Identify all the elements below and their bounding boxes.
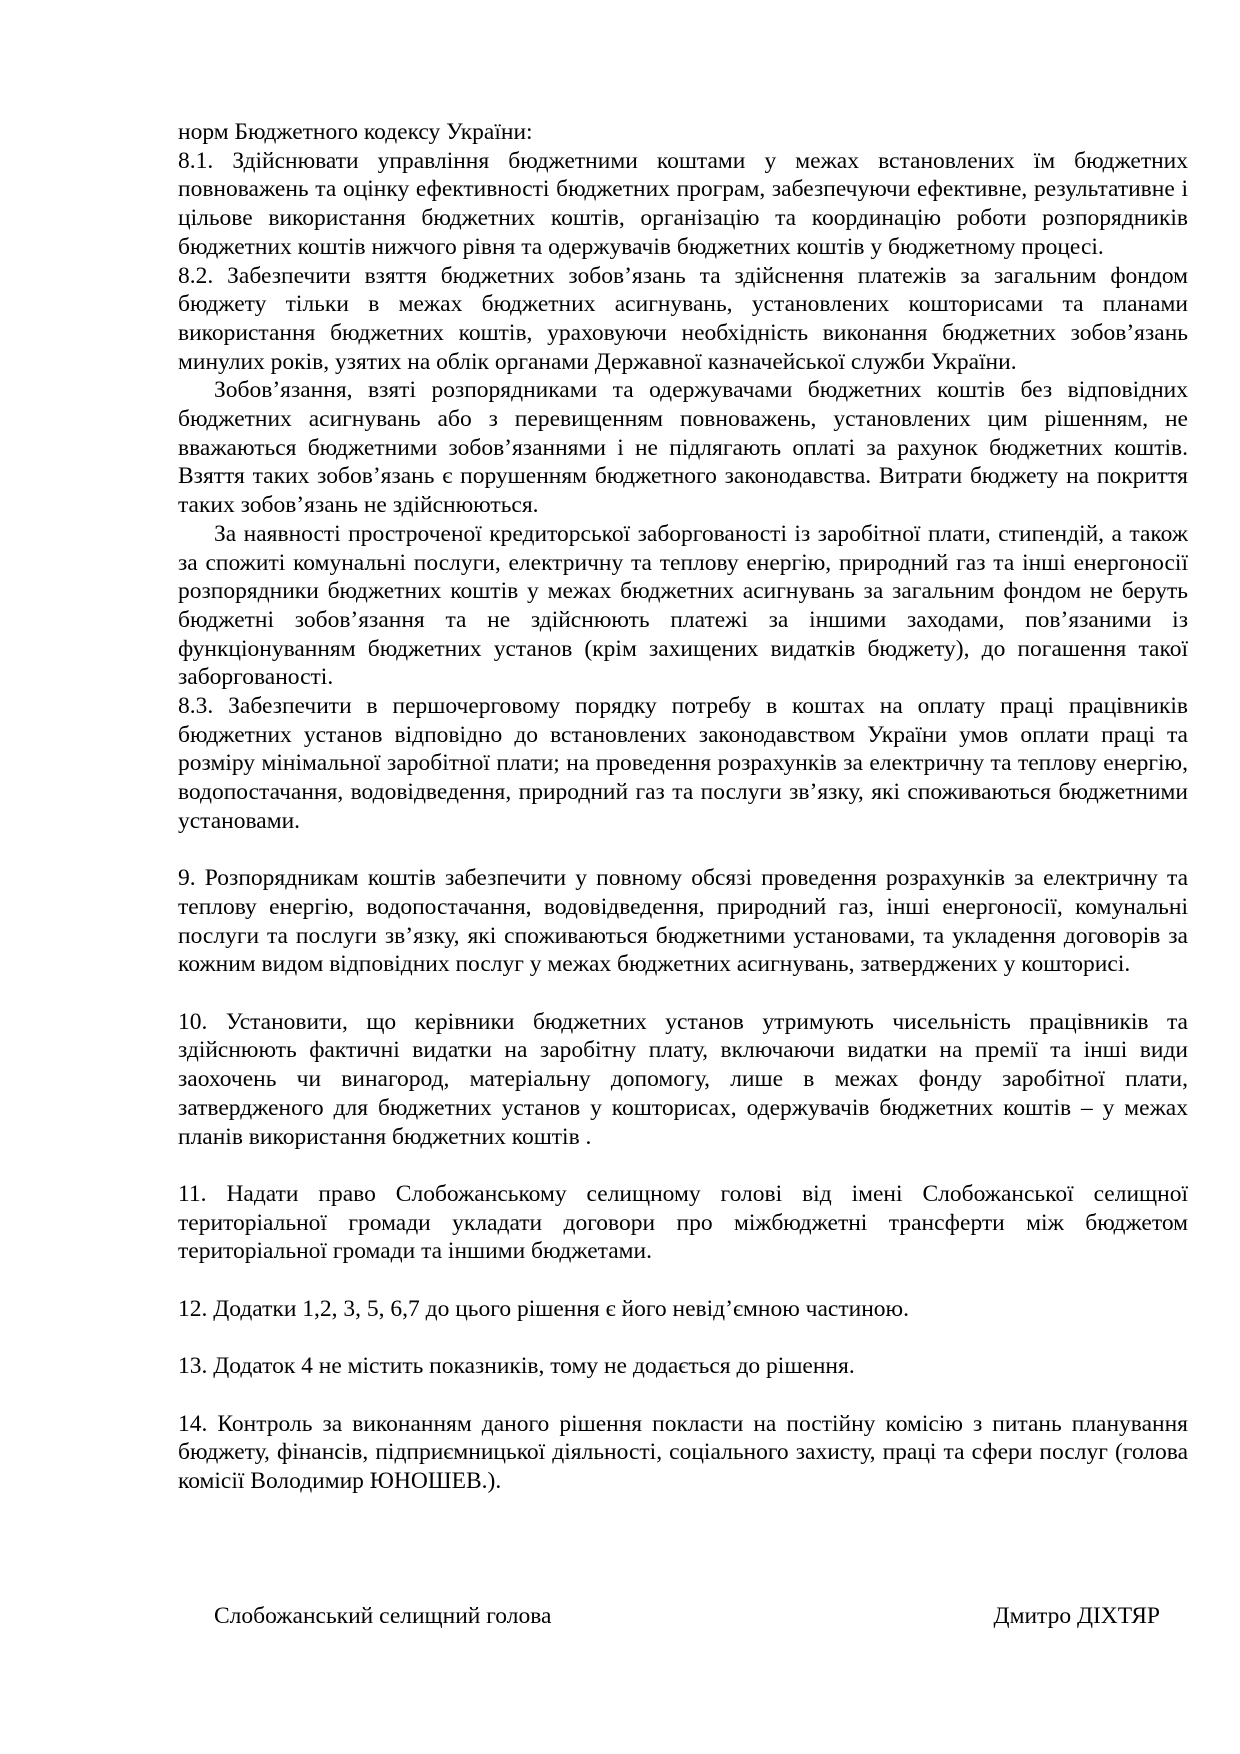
signature-block <box>214 1602 1160 1631</box>
paragraph-8-3: 8.3. Забезпечити в першочерговому порядку потребу в коштах на оплату праці працівників бюджетних установ відповідно до встановлених законодавством України умов оплати праці та розміру мінімальної заробітної плати; на проведення розрахунків за електричну та теплову енергію, водопостачання, водовідведення, природний газ та послуги зв’язку, які споживаються бюджетними установами. <box>178 693 1188 834</box>
signature-position: Слобожанський селищний голова <box>214 1603 552 1629</box>
paragraph-13: 13. Додаток 4 не містить показників, тому не додається до рішення. <box>178 1353 855 1380</box>
paragraph-obligations: Зобов’язання, взяті розпорядниками та одержувачами бюджетних коштів без відповідних бюджетних асигнувань або з перевищенням повноважень, установлених цим рішенням, не вважаються бюджетними зобов’язаннями і не підлягають оплаті за рахунок бюджетних коштів. Взяття таких зобов’язань є порушенням бюджетного законодавства. Витрати бюджету на покриття таких зобов’язань не здійснюються. <box>178 377 1188 519</box>
paragraph-9: 9. Розпорядникам коштів забезпечити у повному обсязі проведення розрахунків за електричну та теплову енергію, водопостачання, водовідведення, природний газ, інші енергоносії, комунальні послуги та послуги зв’язку, які споживаються бюджетними установами, та укладення договорів за кожним видом відповідних послуг у межах бюджетних асигнувань, затверджених у кошторисі. <box>178 865 1188 978</box>
paragraph-11: 11. Надати право Слобожанському селищному голові від імені Слобожанської селищної територіальної громади укладати договори про міжбюджетні трансферти між бюджетом територіальної громади та іншими бюджетами. <box>178 1180 1188 1265</box>
paragraph-8-2: 8.2. Забезпечити взяття бюджетних зобов’язань та здійснення платежів за загальним фондом бюджету тільки в межах бюджетних асигнувань, установлених кошторисами та планами використання бюджетних коштів, ураховуючи необхідність виконання бюджетних зобов’язань минулих років, узятих на облік органами Державної казначейської служби України. <box>178 262 1188 375</box>
paragraph-arrears: За наявності простроченої кредиторської заборгованості із заробітної плати, стипендій, а також за спожиті комунальні послуги, електричну та теплову енергію, природний газ та інші енергоносії розпорядники бюджетних коштів у межах бюджетних асигнувань за загальним фондом не беруть бюджетні зобов’язання та не здійснюють платежі за іншими заходами, пов’язаними із функціонуванням бюджетних установ (крім захищених видатків бюджету), до погашення такої заборгованості. <box>178 520 1188 691</box>
paragraph-8-1: 8.1. Здійснювати управління бюджетними коштами у межах встановлених їм бюджетних повноважень та оцінку ефективності бюджетних програм, забезпечуючи ефективне, результативне і цільове використання бюджетних коштів, організацію та координацію роботи розпорядників бюджетних коштів нижчого рівня та одержувачів бюджетних коштів у бюджетному процесі. <box>178 147 1188 260</box>
paragraph-10: 10. Установити, що керівники бюджетних установ утримують чисельність працівників та здійснюють фактичні видатки на заробітну плату, включаючи видатки на премії та інші види заохочень чи винагород, матеріальну допомогу, лише в межах фонду заробітної плати, затвердженого для бюджетних установ у кошторисах, одержувачів бюджетних коштів – у межах планів використання бюджетних коштів . <box>178 1008 1188 1150</box>
paragraph-12: 12. Додатки 1,2, 3, 5, 6,7 до цього рішення є його невід’ємною частиною. <box>178 1295 909 1322</box>
paragraph-intro: норм Бюджетного кодексу України: <box>178 119 533 145</box>
signature-name: Дмитро ДІХТЯР <box>993 1603 1160 1629</box>
paragraph-14: 14. Контроль за виконанням даного рішення покласти на постійну комісію з питань планування бюджету, фінансів, підприємницької діяльності, соціального захисту, праці та сфери послуг (голова комісії Володимир ЮНОШЕВ.). <box>178 1410 1188 1494</box>
document-body <box>178 118 1188 1496</box>
